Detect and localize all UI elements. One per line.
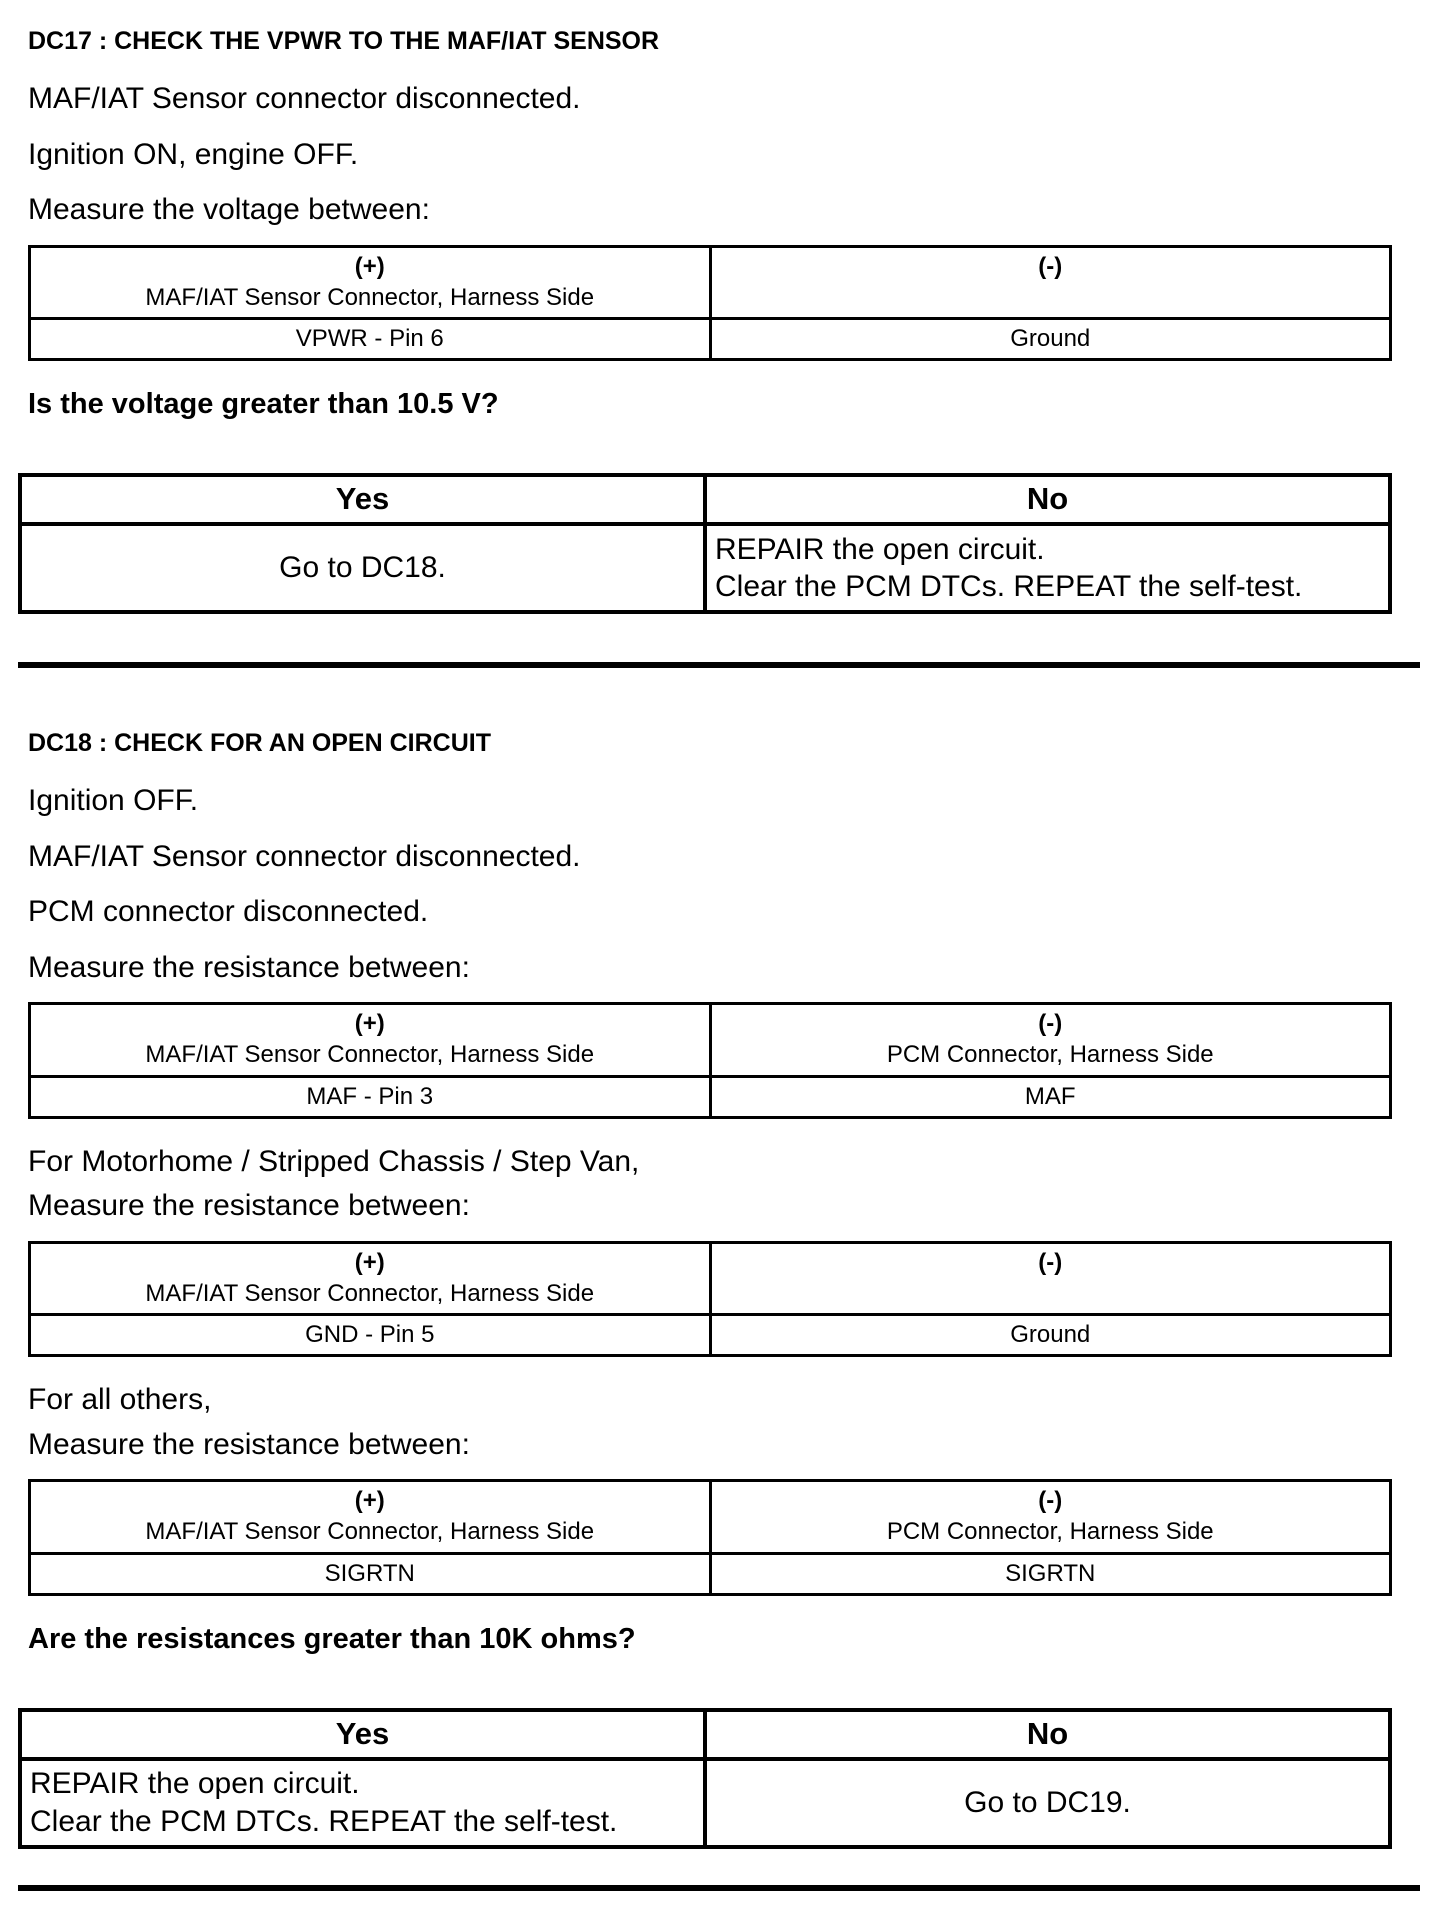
minus-value-cell: Ground (710, 1315, 1391, 1356)
plus-value-cell: GND - Pin 5 (30, 1315, 711, 1356)
plus-sub-label: MAF/IAT Sensor Connector, Harness Side (145, 283, 595, 311)
plus-header-cell (30, 1481, 711, 1553)
decision-question: Are the resistances greater than 10K ohms? (28, 1622, 636, 1655)
yes-answer-cell (20, 524, 705, 612)
plus-header-cell (30, 246, 711, 318)
measurement-table (28, 1241, 1392, 1358)
minus-value-cell: MAF (710, 1076, 1391, 1117)
section-dc17 (28, 26, 1392, 614)
minus-value-cell: SIGRTN (710, 1553, 1391, 1594)
measure-instruction: Measure the voltage between: (28, 193, 430, 226)
table-header-row (30, 1242, 1391, 1314)
plus-value-cell: MAF - Pin 3 (30, 1076, 711, 1117)
measurement-table (28, 1479, 1392, 1596)
measure-instruction: Measure the resistance between: (28, 1189, 470, 1223)
answer-line: REPAIR the open circuit. (30, 1767, 360, 1801)
procedure-step: Ignition OFF. (28, 784, 199, 818)
decision-answer-row (20, 524, 1390, 612)
measurement-table (28, 245, 1392, 362)
measure-instruction: Measure the resistance between: (28, 950, 470, 984)
section-divider (18, 662, 1420, 668)
plus-symbol: (+) (354, 1487, 385, 1515)
answer-line: Go to DC19. (964, 1786, 1131, 1820)
plus-header-cell (30, 1242, 711, 1314)
plus-symbol: (+) (354, 1010, 385, 1038)
measurement-table (28, 1002, 1392, 1119)
minus-sub-label: PCM Connector, Harness Side (886, 1518, 1214, 1546)
answer-line: Clear the PCM DTCs. REPEAT the self-test. (30, 1804, 618, 1838)
variant-note: For all others, (28, 1383, 212, 1417)
minus-header-cell (710, 246, 1391, 318)
plus-symbol: (+) (354, 252, 385, 280)
variant-note: For Motorhome / Stripped Chassis / Step Van, (28, 1144, 640, 1178)
section-dc18 (28, 728, 1392, 1849)
minus-symbol: (-) (1038, 1248, 1063, 1276)
decision-header-row (20, 1710, 1390, 1759)
minus-symbol: (-) (1038, 1487, 1063, 1515)
table-row (30, 318, 1391, 359)
minus-symbol: (-) (1038, 252, 1063, 280)
section-heading-dc18: DC18 : CHECK FOR AN OPEN CIRCUIT (28, 729, 491, 758)
table-row (30, 1553, 1391, 1594)
plus-sub-label: MAF/IAT Sensor Connector, Harness Side (145, 1279, 595, 1307)
procedure-step: MAF/IAT Sensor connector disconnected. (28, 82, 581, 115)
answer-line: Go to DC18. (279, 551, 446, 585)
measure-instruction: Measure the resistance between: (28, 1427, 470, 1461)
procedure-step: Ignition ON, engine OFF. (28, 137, 359, 171)
plus-value-cell: SIGRTN (30, 1553, 711, 1594)
decision-header-row (20, 475, 1390, 524)
minus-header-cell (710, 1242, 1391, 1314)
answer-line: REPAIR the open circuit. (715, 532, 1045, 566)
plus-value-cell: VPWR - Pin 6 (30, 318, 711, 359)
minus-value-cell: Ground (710, 318, 1391, 359)
no-answer-cell (705, 524, 1390, 612)
table-header-row (30, 1004, 1391, 1076)
table-header-row (30, 1481, 1391, 1553)
table-row (30, 1315, 1391, 1356)
plus-sub-label: MAF/IAT Sensor Connector, Harness Side (145, 1041, 595, 1069)
no-header: No (705, 1710, 1390, 1759)
yes-header: Yes (20, 1710, 705, 1759)
table-header-row (30, 246, 1391, 318)
no-header: No (705, 475, 1390, 524)
procedure-step: MAF/IAT Sensor connector disconnected. (28, 839, 581, 873)
plus-sub-label: MAF/IAT Sensor Connector, Harness Side (145, 1518, 595, 1546)
page-bottom-divider (18, 1885, 1420, 1891)
plus-symbol: (+) (354, 1248, 385, 1276)
decision-table (18, 473, 1392, 614)
decision-table (18, 1708, 1392, 1849)
decision-question: Is the voltage greater than 10.5 V? (28, 388, 499, 421)
minus-header-cell (710, 1004, 1391, 1076)
answer-line: Clear the PCM DTCs. REPEAT the self-test. (715, 570, 1303, 604)
table-row (30, 1076, 1391, 1117)
minus-header-cell (710, 1481, 1391, 1553)
procedure-step: PCM connector disconnected. (28, 895, 429, 929)
plus-header-cell (30, 1004, 711, 1076)
minus-sub-label: PCM Connector, Harness Side (886, 1041, 1214, 1069)
section-heading-dc17: DC17 : CHECK THE VPWR TO THE MAF/IAT SENSOR (28, 27, 660, 55)
yes-header: Yes (20, 475, 705, 524)
minus-symbol: (-) (1038, 1010, 1063, 1038)
